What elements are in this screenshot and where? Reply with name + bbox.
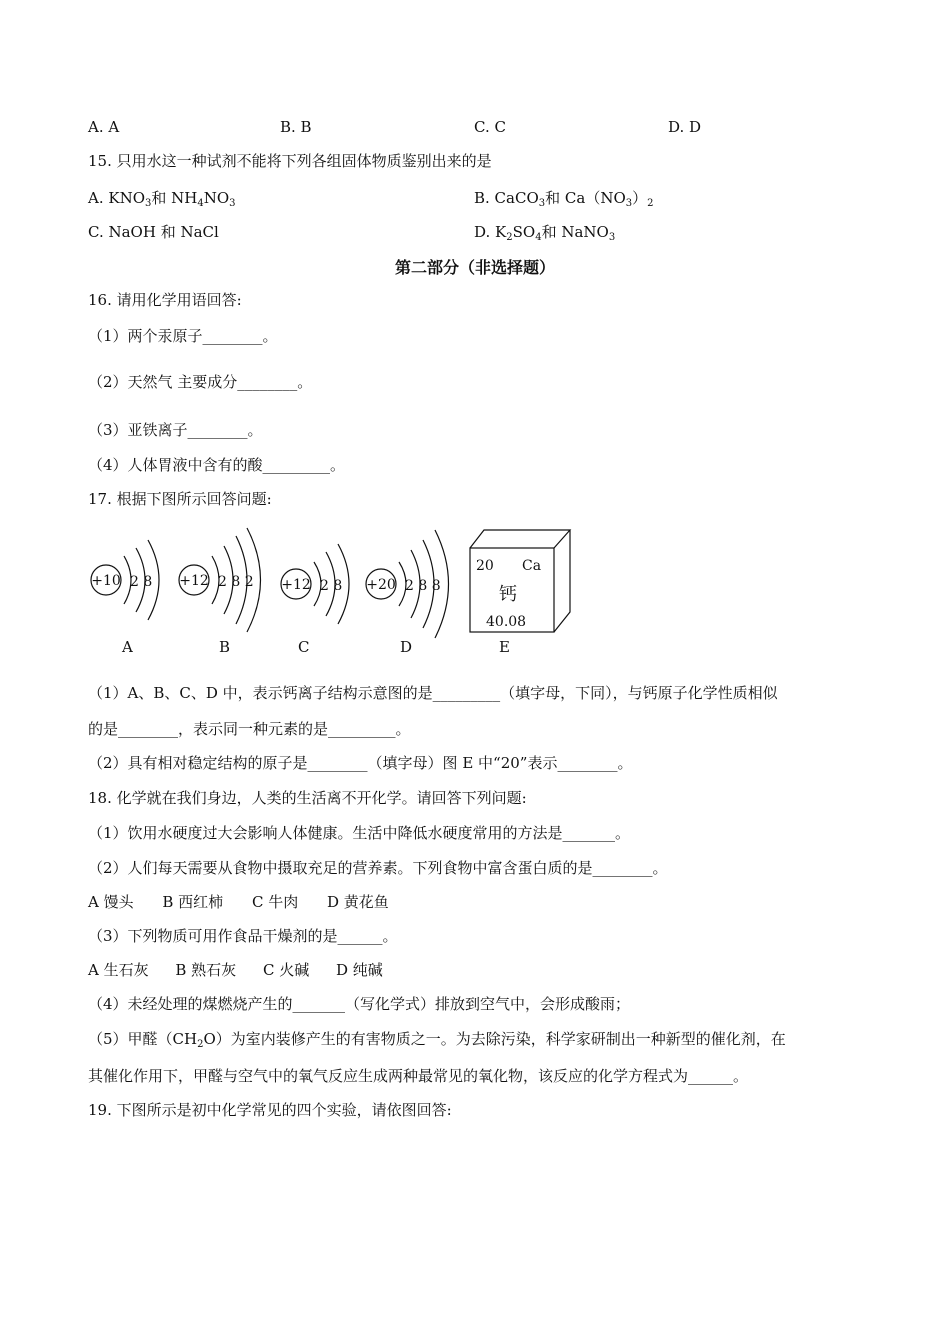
- atom-d-label: D: [400, 638, 413, 656]
- q17-item-2: （2）具有相对稳定结构的原子是________（填字母）图 E 中“20”表示________。: [88, 754, 633, 772]
- element-mass: 40.08: [486, 614, 527, 630]
- q17-item-1b: 的是________，表示同一种元素的是_________。: [88, 720, 411, 738]
- q16-item-3: （3）亚铁离子________。: [88, 421, 263, 439]
- element-label: E: [499, 638, 510, 656]
- q17-question: 17. 根据下图所示回答问题:: [88, 490, 272, 508]
- dry-option-b: B 熟石灰: [175, 961, 237, 979]
- atom-d-shells: 2 8 8: [405, 578, 441, 594]
- q18-item-5a: （5）甲醛$(CH_2O)$为室内装修产生的有害物质之一。为去除污染，科学家研制出一种新型的催化剂，在: [88, 1030, 786, 1050]
- atom-structure-diagram: [84, 520, 594, 660]
- atom-c-label: C: [298, 638, 310, 656]
- atom-d-nucleus: +20: [366, 577, 396, 593]
- dry-option-d: D 纯碱: [336, 961, 383, 979]
- q16-item-4: （4）人体胃液中含有的酸_________。: [88, 456, 346, 474]
- element-name: 钙: [499, 584, 517, 605]
- element-cube-top: [470, 530, 570, 548]
- q15-option-d: D. $K_2SO_4$和 NaNO$_3$: [474, 223, 616, 243]
- q14-option-a: A. A: [88, 118, 120, 136]
- dry-option-a: A 生石灰: [88, 961, 149, 979]
- q14-option-d: D. D: [668, 118, 702, 136]
- q18-question: 18. 化学就在我们身边，人类的生活离不开化学。请回答下列问题:: [88, 789, 527, 807]
- part2-title: 第二部分（非选择题）: [394, 258, 555, 277]
- q18-item-5b: 其催化作用下，甲醛与空气中的氧气反应生成两种最常见的氧化物，该反应的化学方程式为______。: [88, 1067, 749, 1085]
- q16-item-2: （2）天然气 主要成分________。: [88, 373, 313, 391]
- atom-b-shells: 2 8 2: [218, 574, 254, 590]
- q18-item-2: （2）人们每天需要从食物中摄取充足的营养素。下列食物中富含蛋白质的是________。: [88, 859, 668, 877]
- atom-c-shells: 2 8: [320, 578, 343, 594]
- q14-option-c: C. C: [474, 118, 506, 136]
- q18-dry-options: [88, 960, 383, 980]
- food-option-a: A 馒头: [88, 893, 134, 911]
- atom-a-shells: 2 8: [130, 574, 153, 590]
- dry-option-c: C 火碱: [262, 961, 310, 979]
- element-number: 20: [476, 558, 494, 574]
- atom-b-nucleus: +12: [179, 573, 209, 589]
- food-option-d: D 黄花鱼: [327, 893, 389, 911]
- atom-a-nucleus: +10: [91, 573, 121, 589]
- q18-food-options: [88, 892, 389, 912]
- q17-item-1a: （1）A、B、C、D 中，表示钙离子结构示意图的是_________（填字母，下同），与钙原子化学性质相似: [88, 684, 778, 702]
- element-symbol: Ca: [522, 558, 542, 574]
- q15-option-b: B. CaCO$_3$和 $Ca(NO_3)_2$: [474, 189, 654, 209]
- food-option-c: C 牛肉: [251, 893, 299, 911]
- q16-item-1: （1）两个汞原子________。: [88, 327, 278, 345]
- q18-item-1: （1）饮用水硬度过大会影响人体健康。生活中降低水硬度常用的方法是_______。: [88, 824, 631, 842]
- q15-option-a: A. $KNO_3$和 $NH_4NO_3$: [88, 189, 236, 209]
- q18-item-4: （4）未经处理的煤燃烧产生的_______（写化学式）排放到空气中，会形成酸雨；: [88, 995, 631, 1013]
- q14-option-b: B. B: [280, 118, 312, 136]
- q15-option-c: C. NaOH 和 NaCl: [88, 223, 219, 241]
- atom-a-label: A: [122, 638, 133, 656]
- q16-question: 16. 请用化学用语回答:: [88, 291, 242, 309]
- food-option-b: B 西红柿: [162, 893, 224, 911]
- q18-item-3: （3）下列物质可用作食品干燥剂的是______。: [88, 927, 398, 945]
- atom-c-nucleus: +12: [281, 577, 311, 593]
- atom-b-label: B: [219, 638, 231, 656]
- q19-question: 19. 下图所示是初中化学常见的四个实验，请依图回答:: [88, 1101, 452, 1119]
- q15-question: 15. 只用水这一种试剂不能将下列各组固体物质鉴别出来的是: [88, 152, 492, 170]
